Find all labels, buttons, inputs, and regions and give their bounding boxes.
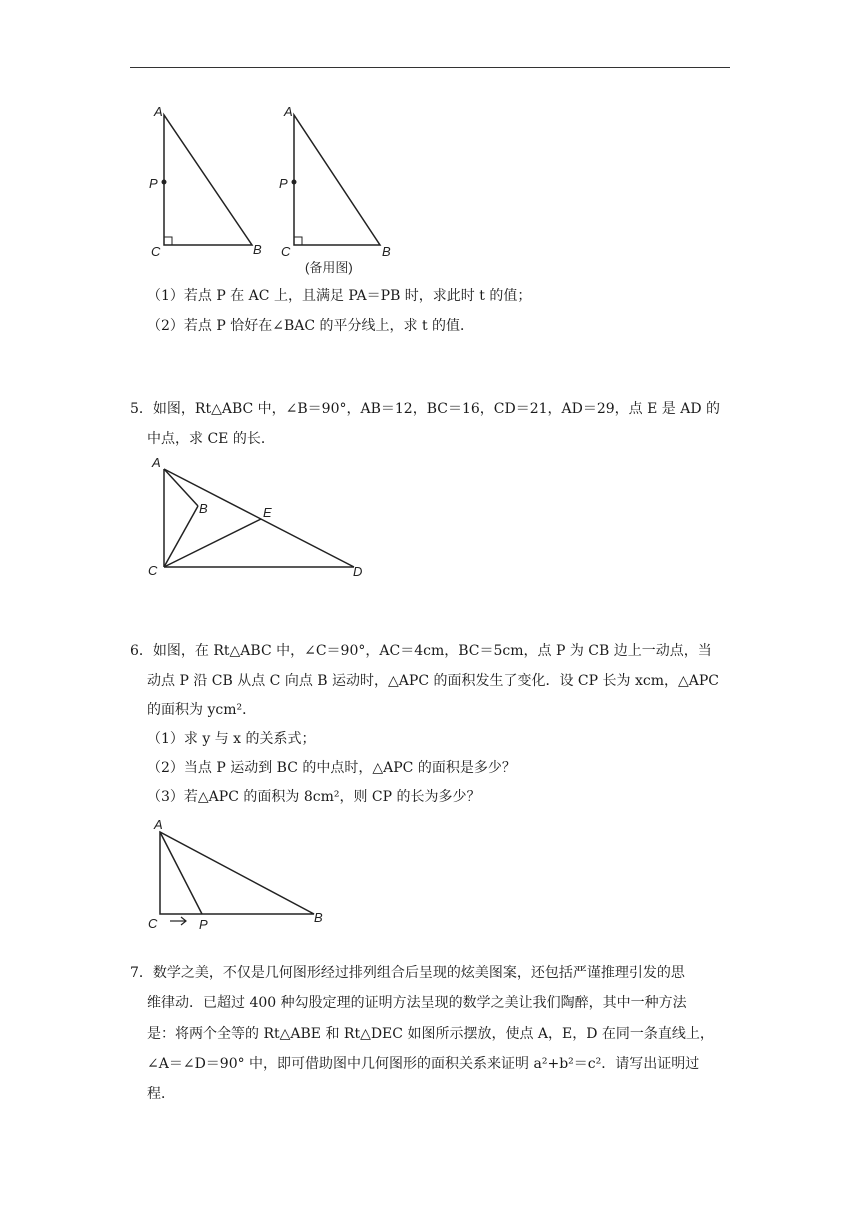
label-b: B [382,244,391,259]
label-a: A [284,104,293,119]
label-b: B [314,910,323,925]
q5-figure [140,450,380,589]
figure-caption: (备用图) [305,260,353,275]
q6-line3: 的面积为 ycm²． [147,702,257,718]
label-c: C [148,916,158,931]
label-c: C [148,563,158,578]
q7-line2: 维律动．已超过 400 种勾股定理的证明方法呈现的数学之美让我们陶醉，其中一种方法 [147,995,687,1011]
label-d: D [353,564,363,579]
q4-part2: （2）若点 P 恰好在∠BAC 的平分线上，求 t 的值． [147,318,475,334]
q6-line1: 6．如图，在 Rt△ABC 中，∠C＝90°，AC＝4cm，BC＝5cm，点 P 为 CB 边上一动点，当 [130,643,712,659]
label-p: P [279,176,288,191]
q7-line1: 7．数学之美，不仅是几何图形经过排列组合后呈现的炫美图案，还包括严谨推理引发的思 [130,965,685,981]
q7-line4: ∠A＝∠D＝90° 中，即可借助图中几何图形的面积关系来证明 a²+b²＝c²．请写出证明过 [147,1056,700,1072]
q5-line1: 5．如图，Rt△ABC 中，∠B＝90°，AB＝12，BC＝16，CD＝21，AD＝29，点 E 是 AD 的 [130,401,721,417]
label-c: C [151,244,161,259]
header-rule [130,67,730,68]
q7-line5: 程． [147,1086,175,1102]
q4-figure-1 [140,100,275,269]
label-b: B [199,501,208,516]
q6-figure [140,812,340,941]
q7-line3: 是：将两个全等的 Rt△ABE 和 Rt△DEC 如图所示摆放，使点 A，E，D 在同一条直线上， [147,1026,714,1042]
point-p [162,180,167,185]
q5-line2: 中点，求 CE 的长． [147,431,275,447]
q4-part1: （1）若点 P 在 AC 上，且满足 PA＝PB 时，求此时 t 的值； [147,288,532,304]
label-a: A [154,817,163,832]
right-angle-mark [294,237,302,245]
label-a: A [154,104,163,119]
label-e: E [263,505,272,520]
q4-figure-2 [270,100,405,282]
label-a: A [152,455,161,470]
q6-part1: （1）求 y 与 x 的关系式； [147,731,316,747]
point-p [292,180,297,185]
q6-part2: （2）当点 P 运动到 BC 的中点时，△APC 的面积是多少？ [147,760,516,776]
q6-line2: 动点 P 沿 CB 从点 C 向点 B 运动时，△APC 的面积发生了变化．设 CP 长为 xcm，△APC [147,673,719,689]
q6-part3: （3）若△APC 的面积为 8cm²，则 CP 的长为多少？ [147,789,481,805]
right-angle-mark [164,237,172,245]
label-p: P [149,176,158,191]
label-p: P [199,917,208,932]
triangle-acb [294,115,380,245]
triangle-acb [164,115,252,245]
label-c: C [281,244,291,259]
label-b: B [253,242,262,257]
